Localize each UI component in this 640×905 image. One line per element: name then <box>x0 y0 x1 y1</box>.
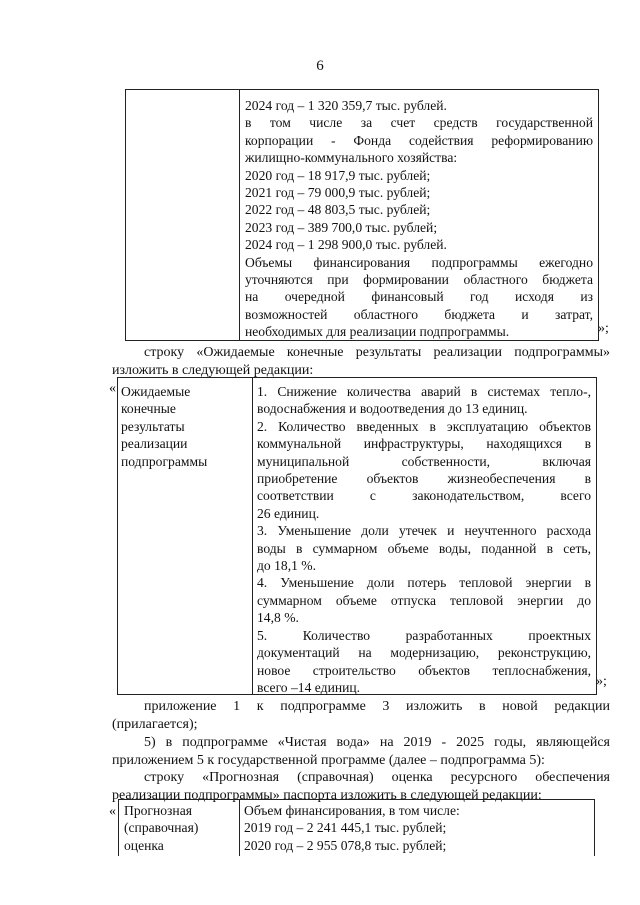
text-line: уточняются при формировании областного бюджета <box>245 272 593 288</box>
forecast-values <box>244 802 589 854</box>
appendix-paragraph <box>112 698 610 734</box>
text-line: возможностей областного бюджета и затрат, <box>245 306 593 322</box>
text-line: 2. Количество введенных в эксплуатацию объектов <box>257 418 591 434</box>
label-line: реализации <box>121 436 188 452</box>
text-line: реализации подпрограммы» паспорта изложить в следующей редакции: <box>112 788 542 803</box>
text-line: приложение 1 к подпрограмме 3 изложить в новой редакции <box>144 699 610 714</box>
label-line: подпрограммы <box>121 453 208 469</box>
text-line: 14,8 %. <box>257 610 299 626</box>
expected-results-table <box>117 377 597 695</box>
text-line: приобретение объектов жизнеобеспечения в <box>257 471 591 487</box>
label-line: результаты <box>121 418 185 434</box>
text-line: документаций на модернизацию, реконструкцию, <box>257 645 591 661</box>
text-line: 26 единиц. <box>257 505 320 521</box>
text-line: всего –14 единиц. <box>257 679 361 695</box>
text-line: (прилагается); <box>112 717 198 732</box>
financing-cell <box>245 97 593 341</box>
text-line: 2024 год – 1 320 359,7 тыс. рублей. <box>245 98 447 113</box>
text-line: строку «Прогнозная (справочная) оценка ресурсного обеспечения <box>144 770 610 785</box>
financing-table-continuation <box>125 89 599 341</box>
label-line: Ожидаемые <box>121 384 191 399</box>
text-line: воды в суммарном объеме воды, поданной в сеть, <box>257 540 591 556</box>
text-line: 1. Снижение количества аварий в системах тепло-, <box>257 384 591 399</box>
table-column-divider <box>252 378 253 694</box>
forecast-label <box>124 802 236 854</box>
text-line: 2023 год – 389 700,0 тыс. рублей; <box>245 219 438 235</box>
page-number: 6 <box>316 58 324 74</box>
closing-quote: »; <box>596 674 607 689</box>
text-line: изложить в следующей редакции: <box>112 363 314 378</box>
table-column-divider <box>239 800 240 856</box>
label-line: оценка <box>124 837 164 853</box>
text-line: 2020 год – 2 955 078,8 тыс. рублей; <box>244 837 447 853</box>
label-line: конечные <box>121 401 176 417</box>
text-line: в том числе за счет средств государственной <box>245 115 593 131</box>
text-line: 3. Уменьшение доли утечек и неучтенного расхода <box>257 523 591 539</box>
text-line: необходимых для реализации подпрограммы. <box>245 324 510 340</box>
text-line: 2021 год – 79 000,9 тыс. рублей; <box>245 185 431 201</box>
text-line: 2019 год – 2 241 445,1 тыс. рублей; <box>244 820 447 836</box>
text-line: на очередной финансовый год исходя из <box>245 289 593 305</box>
table-column-divider <box>239 90 240 340</box>
text-line: водоснабжения и водоотведения до 13 единиц. <box>257 401 528 417</box>
text-line: суммарном объеме отпуска тепловой энергии до <box>257 592 591 608</box>
text-line: до 18,1 %. <box>257 558 317 574</box>
text-line: корпорации - Фонда содействия реформированию <box>245 132 593 148</box>
text-line: муниципальной собственности, включая <box>257 453 591 469</box>
label-line: (справочная) <box>124 820 199 836</box>
text-line: приложением 5 к государственной программе (далее – подпрограмма 5): <box>112 753 545 768</box>
opening-quote: « <box>109 804 116 819</box>
text-line: соответствии с законодательством, всего <box>257 488 591 504</box>
text-line: 4. Уменьшение доли потерь тепловой энергии в <box>257 575 591 591</box>
text-line: 2020 год – 18 917,9 тыс. рублей; <box>245 167 431 183</box>
text-line: коммунальной инфраструктуры, находящихся в <box>257 436 591 452</box>
subprogram-5-paragraph <box>112 734 610 770</box>
text-line: новое строительство объектов теплоснабжения, <box>257 662 591 678</box>
text-line: Объем финансирования, в том числе: <box>244 803 460 818</box>
label-line: Прогнозная <box>124 803 192 818</box>
text-line: Объемы финансирования подпрограммы ежегодно <box>245 254 593 270</box>
text-line: 5) в подпрограмме «Чистая вода» на 2019 - 2025 годы, являющейся <box>144 735 610 750</box>
text-line: строку «Ожидаемые конечные результаты реализации подпрограммы» <box>144 345 610 360</box>
text-line: 2022 год – 48 803,5 тыс. рублей; <box>245 202 431 218</box>
expected-results-label <box>121 383 249 470</box>
closing-quote: »; <box>598 321 609 336</box>
text-line: 5. Количество разработанных проектных <box>257 627 591 643</box>
opening-quote: « <box>109 381 116 396</box>
expected-results-list <box>257 383 591 696</box>
instruction-paragraph <box>112 344 610 380</box>
text-line: 2024 год – 1 298 900,0 тыс. рублей. <box>245 237 447 253</box>
text-line: жилищно-коммунального хозяйства: <box>245 150 458 166</box>
resource-forecast-table <box>118 799 595 856</box>
